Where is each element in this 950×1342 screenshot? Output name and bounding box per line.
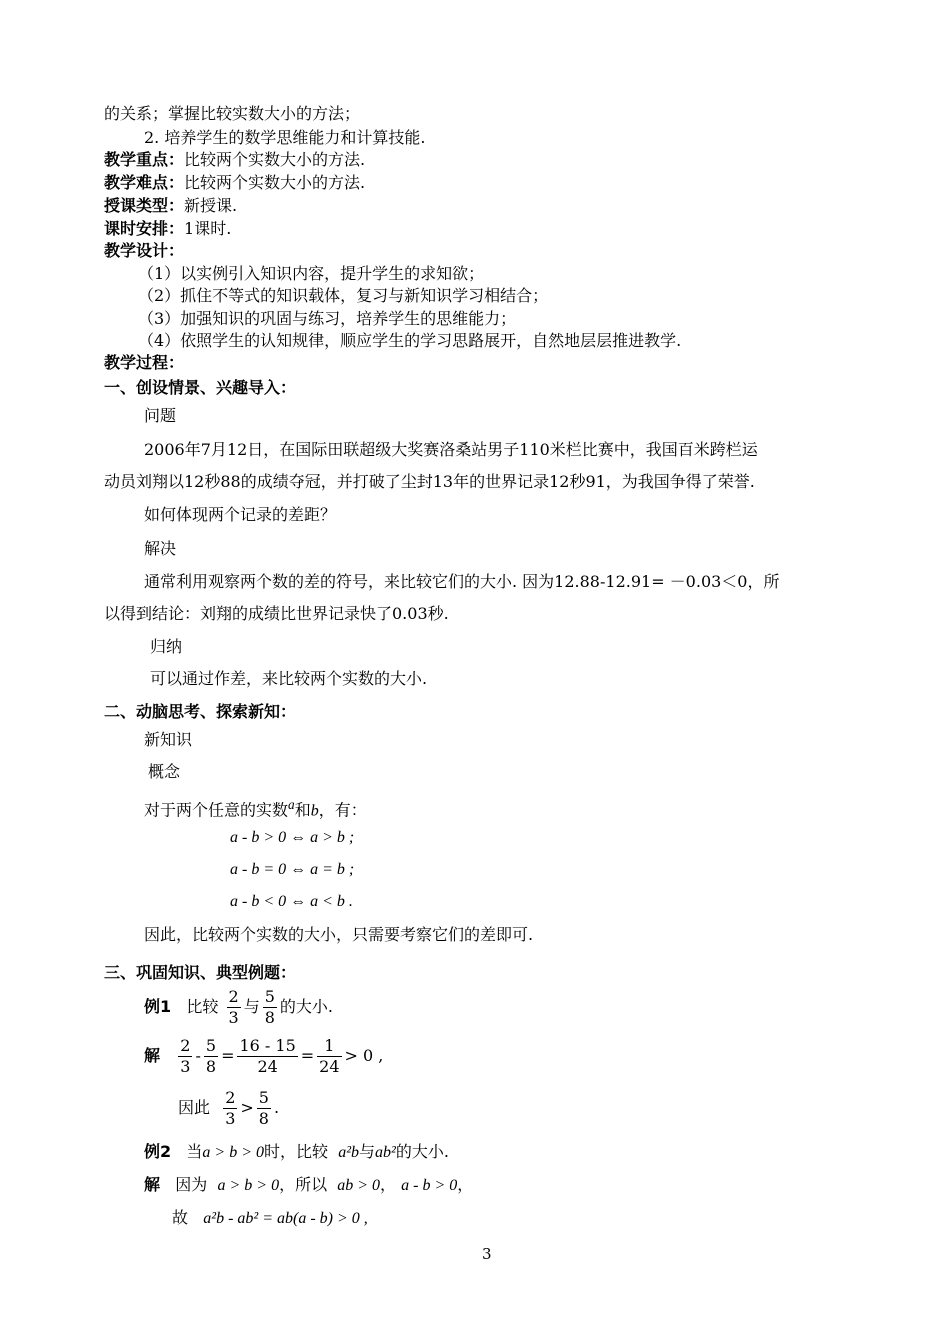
meta-key-points: 教学重点：比较两个实数大小的方法.	[104, 150, 366, 169]
design-item: （1）以实例引入知识内容，提升学生的求知欲；	[138, 264, 485, 283]
solution-2-hence: 故 a²b - ab² = ab(a - b) > 0 ,	[172, 1208, 368, 1227]
section3-heading: 三、巩固知识、典型例题：	[104, 963, 297, 982]
fraction: $\frac{2}{3}$	[225, 1088, 236, 1128]
fraction: $\frac{5}{8}$	[264, 987, 275, 1027]
solution-1: 解 $\frac{2}{3}$ - $\frac{5}{8}$ = $\frac{16 - 15}{24}$ = $\frac{1}{24}$ > 0 ,	[144, 1036, 384, 1076]
rule-less: a - b < 0 ⇔ a < b .	[230, 893, 353, 910]
example-1: 例1 比较 $\frac{2}{3}$ 与 $\frac{5}{8}$ 的大小.	[144, 987, 333, 1027]
solve-text-2: 以得到结论：刘翔的成绩比世界记录快了0.03秒.	[104, 604, 449, 623]
meta-design: 教学设计：	[104, 241, 185, 260]
new-knowledge-label: 新知识	[144, 730, 193, 749]
conclusion-text: 因此，比较两个实数的大小，只需要考察它们的差即可.	[144, 925, 534, 944]
induce-text: 可以通过作差，来比较两个实数的大小.	[150, 669, 428, 688]
section2-heading: 二、动脑思考、探索新知：	[104, 702, 297, 721]
section1-heading: 一、创设情景、兴趣导入：	[104, 378, 297, 397]
problem-text-2: 动员刘翔以12秒88的成绩夺冠，并打破了尘封13年的世界记录12秒91，为我国争得了荣誉.	[104, 472, 755, 491]
problem-text-1: 2006年7月12日，在国际田联超级大奖赛洛桑站男子110米栏比赛中，我国百米跨栏运	[144, 440, 758, 459]
design-item: （3）加强知识的巩固与练习，培养学生的思维能力；	[138, 309, 517, 328]
solve-text-1: 通常利用观察两个数的差的符号，来比较它们的大小. 因为12.88-12.91= －0.03＜0，所	[144, 572, 780, 591]
fraction: $\frac{2}{3}$	[180, 1036, 191, 1076]
fraction: $\frac{16 - 15}{24}$	[239, 1036, 296, 1076]
fraction: $\frac{1}{24}$	[319, 1036, 340, 1076]
example-2: 例2 当a > b > 0时，比较 a²b与ab²的大小.	[144, 1142, 449, 1161]
goal-line-2: 2. 培养学生的数学思维能力和计算技能.	[144, 128, 426, 147]
page-number: 3	[482, 1245, 492, 1263]
problem-label: 问题	[144, 406, 177, 425]
solve-label: 解决	[144, 539, 177, 558]
design-item: （4）依照学生的认知规律，顺应学生的学习思路展开，自然地层层推进教学.	[138, 331, 682, 350]
question-text: 如何体现两个记录的差距？	[144, 505, 337, 524]
meta-difficulties: 教学难点：比较两个实数大小的方法.	[104, 173, 366, 192]
fraction: $\frac{5}{8}$	[205, 1036, 217, 1076]
solution-2: 解 因为 a > b > 0，所以 ab > 0， a - b > 0，	[144, 1175, 474, 1194]
induce-label: 归纳	[150, 637, 183, 656]
rule-equal: a - b = 0 ⇔ a = b ;	[230, 861, 355, 878]
solution-1-therefore: 因此 $\frac{2}{3}$ > $\frac{5}{8}$ .	[178, 1088, 280, 1128]
goal-line-1: 的关系；掌握比较实数大小的方法；	[104, 104, 361, 123]
process-heading: 教学过程：	[104, 353, 185, 372]
concept-label: 概念	[148, 762, 181, 781]
meta-schedule: 课时安排：1课时.	[104, 219, 232, 238]
concept-text: 对于两个任意的实数$^a$和b，有：	[144, 797, 367, 820]
fraction: $\frac{2}{3}$	[228, 987, 239, 1027]
meta-lesson-type: 授课类型：新授课.	[104, 196, 238, 215]
design-item: （2）抓住不等式的知识载体，复习与新知识学习相结合；	[138, 286, 549, 305]
fraction: $\frac{5}{8}$	[258, 1088, 269, 1128]
rule-greater: a - b > 0 ⇔ a > b ;	[230, 829, 355, 846]
